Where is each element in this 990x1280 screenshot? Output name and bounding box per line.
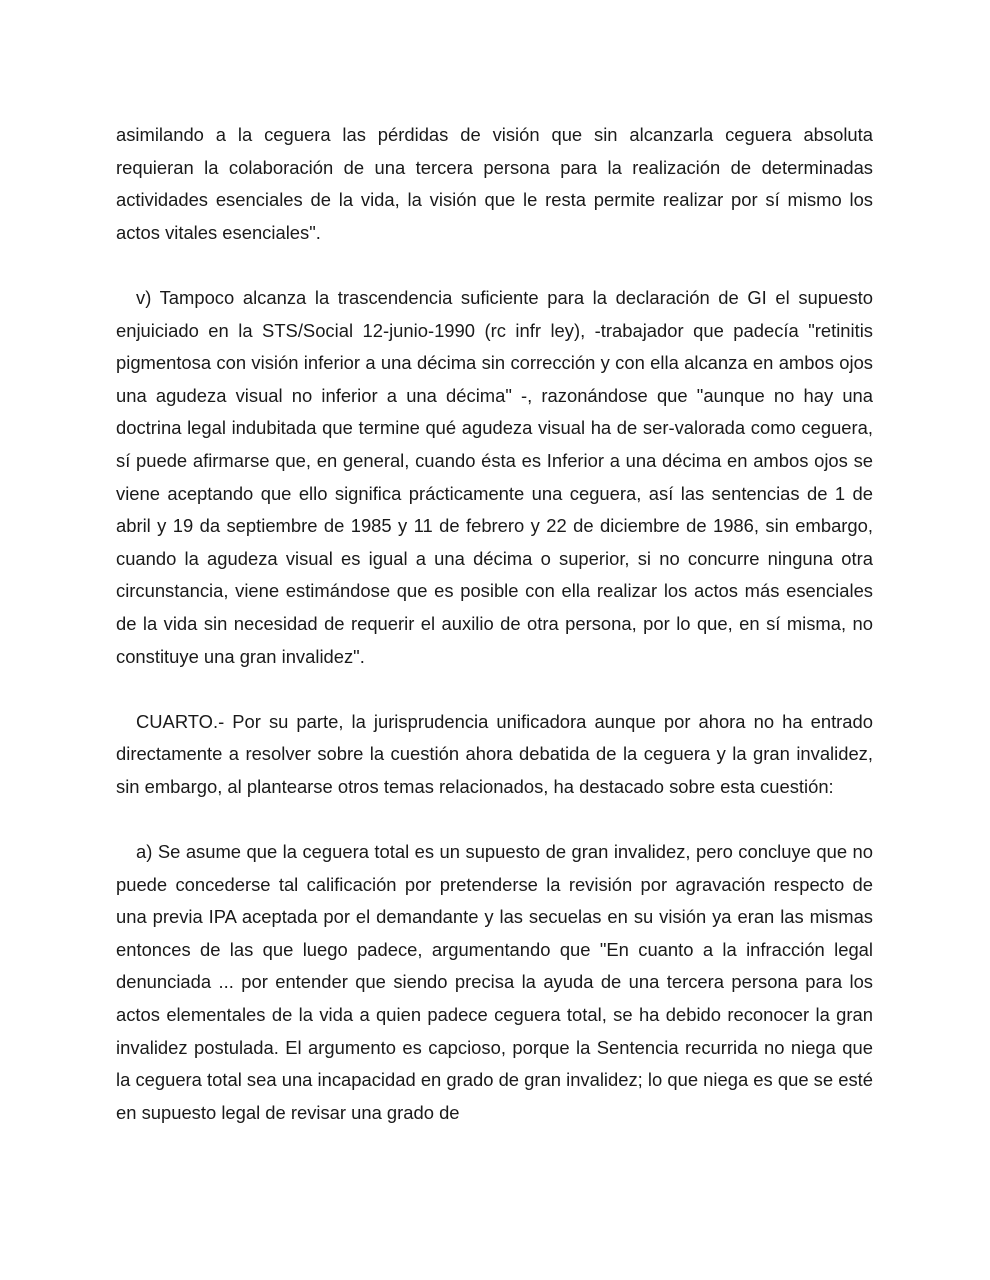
document-body bbox=[116, 119, 873, 1162]
paragraph-continuation: asimilando a la ceguera las pérdidas de visión que sin alcanzarla ceguera absoluta requieran la colaboración de una tercera persona para la realización de determinadas actividades esenciales de la vida, la visión que le resta permite realizar por sí mismo los actos vitales esenciales". bbox=[116, 124, 873, 243]
paragraph-cuarto: CUARTO.- Por su parte, la jurisprudencia unificadora aunque por ahora no ha entrado directamente a resolver sobre la cuestión ahora debatida de la ceguera y la gran invalidez, sin embargo, al plantearse otros temas relacionados, ha destacado sobre esta cuestión: bbox=[116, 710, 873, 797]
paragraph-item-v: v) Tampoco alcanza la trascendencia suficiente para la declaración de GI el supuesto enjuiciado en la STS/Social 12-junio-1990 (rc infr ley), -trabajador que padecía "retinitis pigmentosa con visión inferior a una décima sin corrección y con ella alcanza en ambos ojos una agudeza visual no inferior a una décima" -, razonándose que "aunque no hay una doctrina legal indubitada que termine qué agudeza visual ha de ser-valorada como ceguera, sí puede afirmarse que, en general, cuando ésta es Inferior a una décima en ambos ojos se viene aceptando que ello significa prácticamente una ceguera, así las sentencias de 1 de abril y 19 da septiembre de 1985 y 11 de febrero y 22 de diciembre de 1986, sin embargo, cuando la agudeza visual es igual a una décima o superior, si no concurre ninguna otra circunstancia, viene estimándose que es posible con ella realizar los actos más esenciales de la vida sin necesidad de requerir el auxilio de otra persona, por lo que, en sí misma, no constituye una gran invalidez". bbox=[116, 286, 873, 667]
paragraph-item-a: a) Se asume que la ceguera total es un supuesto de gran invalidez, pero concluye que no puede concederse tal calificación por pretenderse la revisión por agravación respecto de una previa IPA aceptada por el demandante y las secuelas en su visión ya eran las mismas entonces de las que luego padece, argumentando que "En cuanto a la infracción legal denunciada ... por entender que siendo precisa la ayuda de una tercera persona para los actos elementales de la vida a quien padece ceguera total, se ha debido reconocer la gran invalidez postulada. El argumento es capcioso, porque la Sentencia recurrida no niega que la ceguera total sea una incapacidad en grado de gran invalidez; lo que niega es que se esté en supuesto legal de revisar una grado de bbox=[116, 841, 873, 1123]
